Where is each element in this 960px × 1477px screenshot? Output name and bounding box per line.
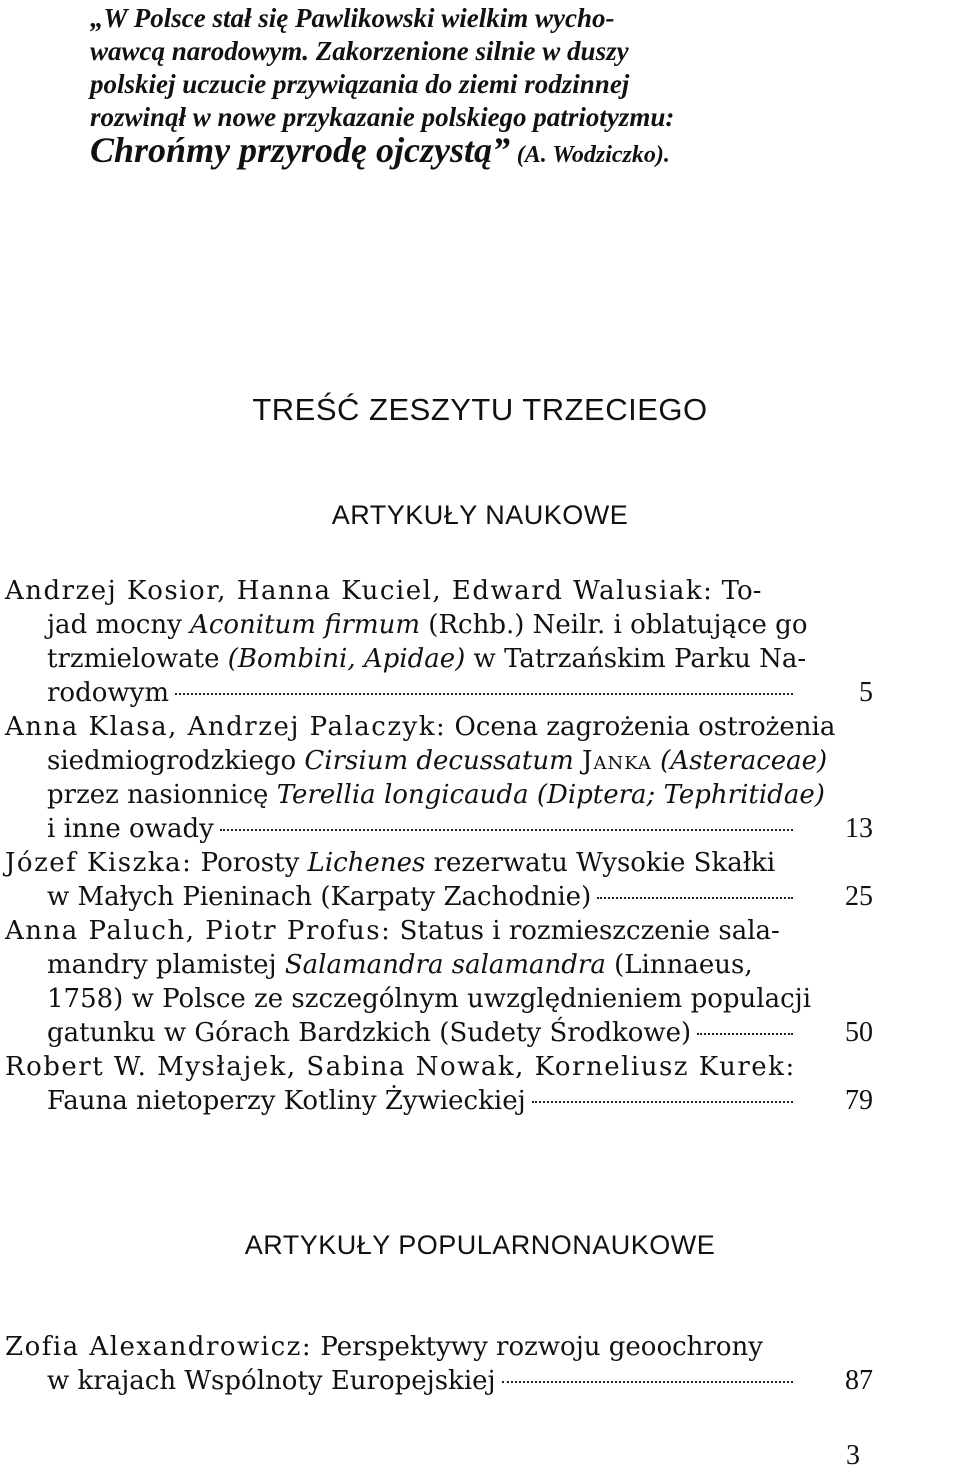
section-title-popular: ARTYKUŁY POPULARNONAUKOWE [244, 1230, 716, 1260]
toc-entry[interactable]: Józef Kiszka: Porosty Lichenes rezerwatu Wysokie Skałki w Małych Pieninach (Karpaty Zachodnie) 25 [5, 848, 873, 912]
toc-entry[interactable]: Anna Paluch, Piotr Profus: Status i rozmieszczenie sala- mandry plamistej Salamandra salamandra (Linnaeus, 1758) w Polsce ze szczególnym uwzględnieniem populacji gatunku w Górach Bardzkich (Sudety Środkowe) 50 [5, 916, 873, 1048]
dot-leader [502, 1381, 793, 1383]
motto-quote [90, 2, 770, 172]
motto-attribution: (A. Wodziczko). [516, 142, 670, 168]
toc-entry[interactable]: Andrzej Kosior, Hanna Kuciel, Edward Walusiak: To- jad mocny Aconitum firmum (Rchb.) Neilr. i oblatujące go trzmielowate (Bombini, Apidae) w Tatrzańskim Parku Na- rodowym 5 [5, 576, 873, 708]
entry-authors: Robert W. Mysłajek, Sabina Nowak, Korneliusz Kurek: [5, 1052, 796, 1082]
page-ref: 79 [845, 1085, 873, 1116]
dot-leader [220, 829, 793, 831]
toc-entry[interactable]: Robert W. Mysłajek, Sabina Nowak, Korneliusz Kurek: Fauna nietoperzy Kotliny Żywieckiej 79 [5, 1052, 873, 1116]
dot-leader [532, 1101, 793, 1103]
section-title-scientific: ARTYKUŁY NAUKOWE [331, 500, 629, 530]
motto-line-final [90, 130, 770, 172]
motto-line: polskiej uczucie przywiązania do ziemi rodzinnej [90, 69, 630, 99]
motto-line: rozwinął w nowe przykazanie polskiego patriotyzmu: [90, 102, 675, 132]
page-ref: 5 [859, 677, 873, 708]
motto-quote-text: Chrońmy przyrodę ojczystą” [90, 130, 511, 170]
motto-line: wawcą narodowym. Zakorzenione silnie w duszy [90, 36, 629, 66]
entry-authors: Andrzej Kosior, Hanna Kuciel, Edward Walusiak: [5, 576, 714, 606]
entry-authors: Józef Kiszka: [5, 848, 193, 878]
toc-entry[interactable]: Zofia Alexandrowicz: Perspektywy rozwoju geoochrony w krajach Wspólnoty Europejskiej 87 [5, 1332, 873, 1396]
dot-leader [597, 897, 793, 899]
toc-scientific [5, 574, 873, 1118]
issue-heading: TREŚĆ ZESZYTU TRZECIEGO [252, 392, 708, 427]
page-ref: 87 [845, 1365, 873, 1396]
toc-entry[interactable]: Anna Klasa, Andrzej Palaczyk: Ocena zagrożenia ostrożenia siedmiogrodzkiego Cirsium decussatum Janka (Asteraceae) przez nasionnicę Terellia longicauda (Diptera; Tephritidae) i inne owady 13 [5, 712, 873, 844]
toc-popular [5, 1330, 873, 1398]
entry-authors: Zofia Alexandrowicz: [5, 1332, 313, 1362]
dot-leader [697, 1033, 793, 1035]
page-ref: 25 [845, 881, 873, 912]
dot-leader [175, 693, 793, 695]
entry-authors: Anna Paluch, Piotr Profus: [5, 916, 392, 946]
motto-line: „W Polsce stał się Pawlikowski wielkim wycho- [90, 3, 615, 33]
page-ref: 13 [845, 813, 873, 844]
page-number: 3 [846, 1440, 860, 1471]
page-ref: 50 [845, 1017, 873, 1048]
entry-authors: Anna Klasa, Andrzej Palaczyk: [5, 712, 447, 742]
